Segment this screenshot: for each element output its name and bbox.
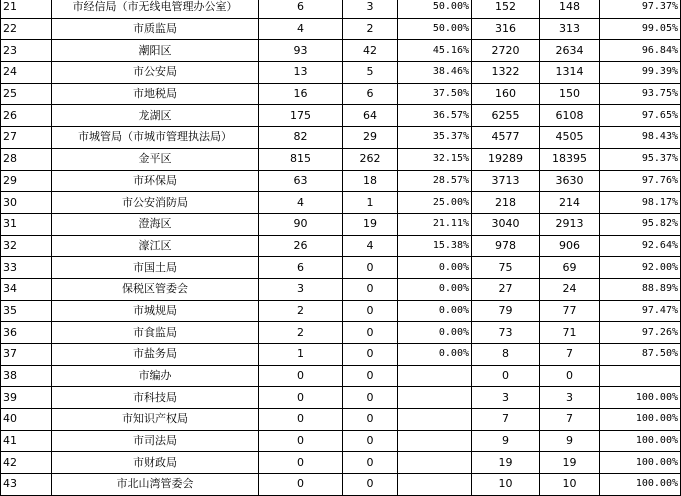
completed-cell: 313 [540, 18, 600, 40]
total-cell: 6255 [472, 105, 540, 127]
percent-cell [398, 365, 472, 387]
total-cell: 160 [472, 83, 540, 105]
completed-cell: 0 [540, 365, 600, 387]
count-b-cell: 3 [343, 0, 398, 18]
table-row [1, 344, 681, 366]
table-row [1, 409, 681, 431]
table-row [1, 40, 681, 62]
rank-cell: 32 [1, 235, 52, 257]
table-row [1, 430, 681, 452]
count-cell: 93 [259, 40, 343, 62]
percent-cell: 50.00% [398, 18, 472, 40]
rank-cell: 31 [1, 213, 52, 235]
unit-name-cell: 保税区管委会 [52, 278, 259, 300]
completed-cell: 6108 [540, 105, 600, 127]
count-b-cell: 19 [343, 213, 398, 235]
count-cell: 82 [259, 127, 343, 149]
percent-cell [398, 387, 472, 409]
count-b-cell: 0 [343, 257, 398, 279]
percent-cell [398, 409, 472, 431]
count-b-cell: 0 [343, 344, 398, 366]
rank-cell: 29 [1, 170, 52, 192]
percent-cell: 28.57% [398, 170, 472, 192]
unit-name-cell: 市公安消防局 [52, 192, 259, 214]
table-row [1, 62, 681, 84]
completed-cell: 19 [540, 452, 600, 474]
count-b-cell: 6 [343, 83, 398, 105]
count-cell: 2 [259, 322, 343, 344]
count-cell: 4 [259, 18, 343, 40]
unit-name-cell: 市食监局 [52, 322, 259, 344]
table-row [1, 278, 681, 300]
count-b-cell: 0 [343, 365, 398, 387]
total-cell: 1322 [472, 62, 540, 84]
unit-name-cell: 市科技局 [52, 387, 259, 409]
total-cell: 316 [472, 18, 540, 40]
table-row [1, 0, 681, 18]
unit-name-cell: 市司法局 [52, 430, 259, 452]
rank-cell: 39 [1, 387, 52, 409]
percent-cell: 45.16% [398, 40, 472, 62]
completed-cell: 2913 [540, 213, 600, 235]
count-b-cell: 0 [343, 300, 398, 322]
rate-cell: 97.76% [600, 170, 681, 192]
unit-name-cell: 市财政局 [52, 452, 259, 474]
percent-cell: 0.00% [398, 278, 472, 300]
rate-cell: 100.00% [600, 430, 681, 452]
count-cell: 0 [259, 365, 343, 387]
table-row [1, 170, 681, 192]
table-row [1, 452, 681, 474]
rank-cell: 40 [1, 409, 52, 431]
rank-cell: 38 [1, 365, 52, 387]
rate-cell: 99.05% [600, 18, 681, 40]
percent-cell [398, 452, 472, 474]
count-b-cell: 0 [343, 278, 398, 300]
table-row [1, 322, 681, 344]
total-cell: 4577 [472, 127, 540, 149]
table-row [1, 105, 681, 127]
rank-cell: 28 [1, 148, 52, 170]
completed-cell: 906 [540, 235, 600, 257]
total-cell: 75 [472, 257, 540, 279]
total-cell: 3713 [472, 170, 540, 192]
count-cell: 0 [259, 452, 343, 474]
count-b-cell: 0 [343, 322, 398, 344]
percent-cell: 0.00% [398, 300, 472, 322]
rank-cell: 41 [1, 430, 52, 452]
completed-cell: 148 [540, 0, 600, 18]
percent-cell: 25.00% [398, 192, 472, 214]
percent-cell: 38.46% [398, 62, 472, 84]
count-b-cell: 2 [343, 18, 398, 40]
count-cell: 815 [259, 148, 343, 170]
table-row [1, 127, 681, 149]
count-b-cell: 42 [343, 40, 398, 62]
table-row [1, 83, 681, 105]
total-cell: 10 [472, 474, 540, 496]
table-row [1, 192, 681, 214]
rank-cell: 33 [1, 257, 52, 279]
rate-cell: 92.64% [600, 235, 681, 257]
table-row [1, 148, 681, 170]
count-b-cell: 0 [343, 430, 398, 452]
completed-cell: 18395 [540, 148, 600, 170]
total-cell: 8 [472, 344, 540, 366]
count-cell: 0 [259, 409, 343, 431]
total-cell: 3 [472, 387, 540, 409]
rank-cell: 42 [1, 452, 52, 474]
count-cell: 0 [259, 474, 343, 496]
rate-cell: 97.37% [600, 0, 681, 18]
count-b-cell: 18 [343, 170, 398, 192]
completed-cell: 150 [540, 83, 600, 105]
rate-cell: 100.00% [600, 409, 681, 431]
table-body [1, 0, 681, 495]
count-cell: 90 [259, 213, 343, 235]
unit-name-cell: 市国土局 [52, 257, 259, 279]
completed-cell: 2634 [540, 40, 600, 62]
rank-cell: 35 [1, 300, 52, 322]
rank-cell: 30 [1, 192, 52, 214]
percent-cell [398, 474, 472, 496]
rank-cell: 34 [1, 278, 52, 300]
unit-name-cell: 龙湖区 [52, 105, 259, 127]
rank-cell: 43 [1, 474, 52, 496]
rate-cell: 97.65% [600, 105, 681, 127]
unit-name-cell: 市编办 [52, 365, 259, 387]
unit-name-cell: 金平区 [52, 148, 259, 170]
count-b-cell: 0 [343, 409, 398, 431]
completed-cell: 1314 [540, 62, 600, 84]
count-b-cell: 0 [343, 452, 398, 474]
rank-cell: 36 [1, 322, 52, 344]
count-cell: 0 [259, 387, 343, 409]
count-cell: 1 [259, 344, 343, 366]
completed-cell: 10 [540, 474, 600, 496]
rank-cell: 26 [1, 105, 52, 127]
rate-cell: 100.00% [600, 387, 681, 409]
total-cell: 978 [472, 235, 540, 257]
completed-cell: 69 [540, 257, 600, 279]
rate-cell: 98.17% [600, 192, 681, 214]
count-cell: 13 [259, 62, 343, 84]
count-b-cell: 1 [343, 192, 398, 214]
table-row [1, 213, 681, 235]
rate-cell: 97.26% [600, 322, 681, 344]
percent-cell: 36.57% [398, 105, 472, 127]
rate-cell: 95.82% [600, 213, 681, 235]
rank-cell: 37 [1, 344, 52, 366]
total-cell: 2720 [472, 40, 540, 62]
percent-cell: 32.15% [398, 148, 472, 170]
rank-cell: 22 [1, 18, 52, 40]
rate-cell: 98.43% [600, 127, 681, 149]
count-cell: 26 [259, 235, 343, 257]
completed-cell: 3 [540, 387, 600, 409]
completed-cell: 7 [540, 344, 600, 366]
unit-name-cell: 市环保局 [52, 170, 259, 192]
total-cell: 19289 [472, 148, 540, 170]
unit-name-cell: 澄海区 [52, 213, 259, 235]
percent-cell: 37.50% [398, 83, 472, 105]
unit-name-cell: 市经信局（市无线电管理办公室） [52, 0, 259, 18]
percent-cell: 35.37% [398, 127, 472, 149]
total-cell: 9 [472, 430, 540, 452]
count-cell: 2 [259, 300, 343, 322]
count-cell: 4 [259, 192, 343, 214]
count-cell: 6 [259, 257, 343, 279]
percent-cell: 0.00% [398, 322, 472, 344]
count-cell: 63 [259, 170, 343, 192]
percent-cell: 0.00% [398, 344, 472, 366]
count-cell: 16 [259, 83, 343, 105]
rate-cell: 96.84% [600, 40, 681, 62]
completed-cell: 9 [540, 430, 600, 452]
table-row [1, 387, 681, 409]
completed-cell: 77 [540, 300, 600, 322]
unit-name-cell: 市公安局 [52, 62, 259, 84]
unit-name-cell: 市地税局 [52, 83, 259, 105]
table-row [1, 474, 681, 496]
rate-cell: 99.39% [600, 62, 681, 84]
count-b-cell: 64 [343, 105, 398, 127]
completed-cell: 24 [540, 278, 600, 300]
unit-name-cell: 市知识产权局 [52, 409, 259, 431]
rate-cell: 93.75% [600, 83, 681, 105]
count-cell: 3 [259, 278, 343, 300]
percent-cell: 21.11% [398, 213, 472, 235]
table-row [1, 257, 681, 279]
count-b-cell: 0 [343, 387, 398, 409]
count-cell: 6 [259, 0, 343, 18]
rank-cell: 25 [1, 83, 52, 105]
total-cell: 218 [472, 192, 540, 214]
table-row [1, 300, 681, 322]
percent-cell: 50.00% [398, 0, 472, 18]
rate-cell: 95.37% [600, 148, 681, 170]
rate-cell: 100.00% [600, 474, 681, 496]
unit-name-cell: 市质监局 [52, 18, 259, 40]
count-b-cell: 0 [343, 474, 398, 496]
unit-name-cell: 潮阳区 [52, 40, 259, 62]
total-cell: 0 [472, 365, 540, 387]
rate-cell: 87.50% [600, 344, 681, 366]
unit-name-cell: 濠江区 [52, 235, 259, 257]
percent-cell [398, 430, 472, 452]
table-row [1, 18, 681, 40]
rank-cell: 21 [1, 0, 52, 18]
rate-cell: 97.47% [600, 300, 681, 322]
table-row [1, 235, 681, 257]
rank-cell: 27 [1, 127, 52, 149]
unit-name-cell: 市城管局（市城市管理执法局） [52, 127, 259, 149]
total-cell: 3040 [472, 213, 540, 235]
count-cell: 0 [259, 430, 343, 452]
rank-cell: 23 [1, 40, 52, 62]
total-cell: 19 [472, 452, 540, 474]
rate-cell: 100.00% [600, 452, 681, 474]
total-cell: 7 [472, 409, 540, 431]
total-cell: 152 [472, 0, 540, 18]
count-b-cell: 262 [343, 148, 398, 170]
completed-cell: 7 [540, 409, 600, 431]
count-cell: 175 [259, 105, 343, 127]
total-cell: 27 [472, 278, 540, 300]
completed-cell: 3630 [540, 170, 600, 192]
count-b-cell: 5 [343, 62, 398, 84]
completed-cell: 71 [540, 322, 600, 344]
unit-name-cell: 市盐务局 [52, 344, 259, 366]
unit-name-cell: 市北山湾管委会 [52, 474, 259, 496]
percent-cell: 15.38% [398, 235, 472, 257]
count-b-cell: 29 [343, 127, 398, 149]
unit-name-cell: 市城规局 [52, 300, 259, 322]
completed-cell: 214 [540, 192, 600, 214]
rate-cell: 92.00% [600, 257, 681, 279]
total-cell: 73 [472, 322, 540, 344]
percent-cell: 0.00% [398, 257, 472, 279]
rank-cell: 24 [1, 62, 52, 84]
total-cell: 79 [472, 300, 540, 322]
rate-cell [600, 365, 681, 387]
table-row [1, 365, 681, 387]
completed-cell: 4505 [540, 127, 600, 149]
count-b-cell: 4 [343, 235, 398, 257]
rate-cell: 88.89% [600, 278, 681, 300]
